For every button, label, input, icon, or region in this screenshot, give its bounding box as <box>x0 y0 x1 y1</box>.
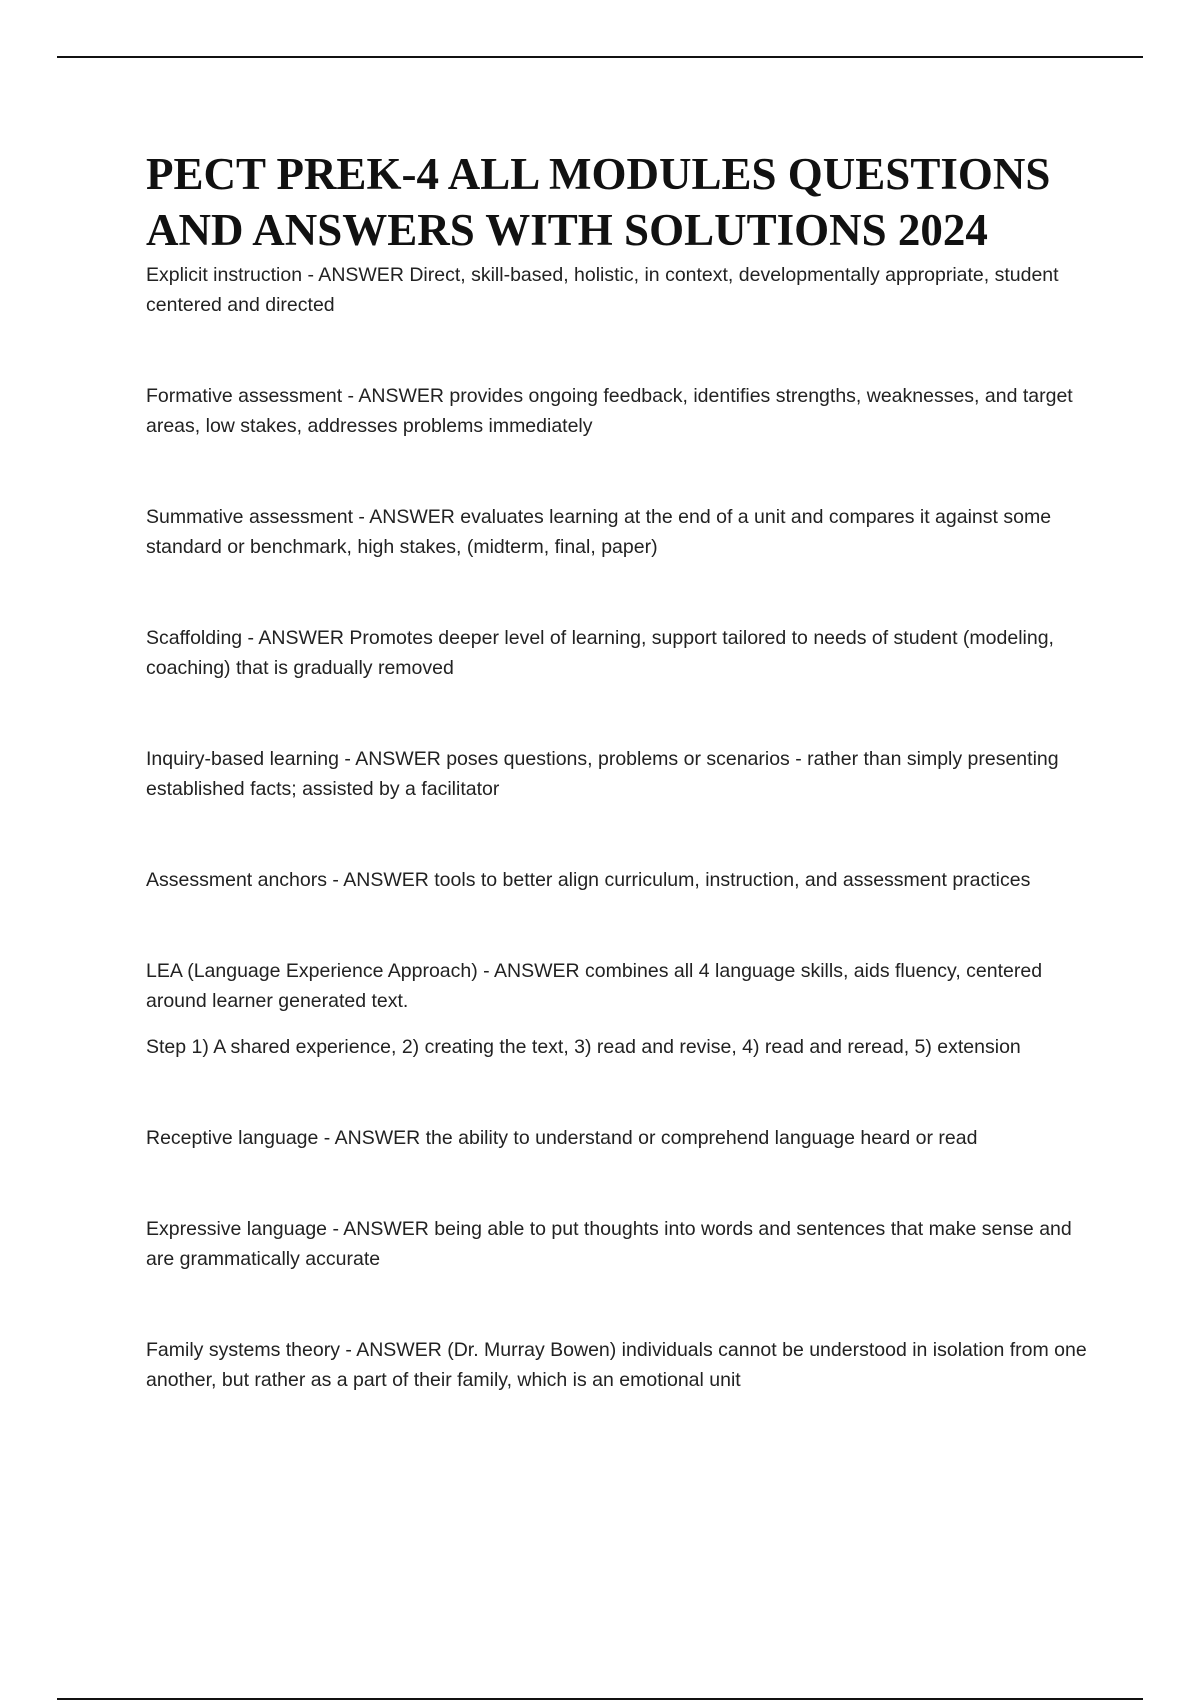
qa-entry-text: Expressive language - ANSWER being able to put thoughts into words and sentences that make sense and are grammatically accurate <box>146 1218 1072 1270</box>
qa-entry-subtext: Step 1) A shared experience, 2) creating the text, 3) read and revise, 4) read and reread, 5) extension <box>146 1036 1021 1058</box>
top-rule <box>57 56 1143 58</box>
qa-list <box>146 260 1096 1395</box>
document-body <box>146 146 1096 1395</box>
qa-entry-assessment-anchors <box>146 865 1096 895</box>
qa-entry-lea <box>146 956 1096 1062</box>
qa-entry-text: Explicit instruction - ANSWER Direct, skill-based, holistic, in context, developmentally appropriate, student centered and directed <box>146 264 1059 316</box>
qa-entry-formative-assessment <box>146 381 1096 441</box>
qa-entry-text: Family systems theory - ANSWER (Dr. Murray Bowen) individuals cannot be understood in isolation from one another, but rather as a part of their family, which is an emotional unit <box>146 1339 1087 1391</box>
qa-entry-text: Formative assessment - ANSWER provides ongoing feedback, identifies strengths, weaknesses, and target areas, low stakes, addresses problems immediately <box>146 385 1073 437</box>
qa-entry-explicit-instruction <box>146 260 1096 320</box>
qa-entry-text: Receptive language - ANSWER the ability to understand or comprehend language heard or read <box>146 1127 978 1149</box>
qa-entry-family-systems-theory <box>146 1335 1096 1395</box>
qa-entry-text: Scaffolding - ANSWER Promotes deeper level of learning, support tailored to needs of student (modeling, coaching) that is gradually removed <box>146 627 1054 679</box>
qa-entry-inquiry-based-learning <box>146 744 1096 804</box>
document-title: PECT PREK-4 ALL MODULES QUESTIONS AND ANSWERS WITH SOLUTIONS 2024 <box>146 149 1051 255</box>
qa-entry-receptive-language <box>146 1123 1096 1153</box>
qa-entry-scaffolding <box>146 623 1096 683</box>
qa-entry-text: Summative assessment - ANSWER evaluates learning at the end of a unit and compares it against some standard or benchmark, high stakes, (midterm, final, paper) <box>146 506 1052 558</box>
qa-entry-text: LEA (Language Experience Approach) - ANSWER combines all 4 language skills, aids fluency, centered around learner generated text. <box>146 960 1043 1012</box>
qa-entry-summative-assessment <box>146 502 1096 562</box>
qa-entry-text: Inquiry-based learning - ANSWER poses questions, problems or scenarios - rather than simply presenting established facts; assisted by a facilitator <box>146 748 1059 800</box>
qa-entry-expressive-language <box>146 1214 1096 1274</box>
qa-entry-text: Assessment anchors - ANSWER tools to better align curriculum, instruction, and assessment practices <box>146 869 1031 891</box>
